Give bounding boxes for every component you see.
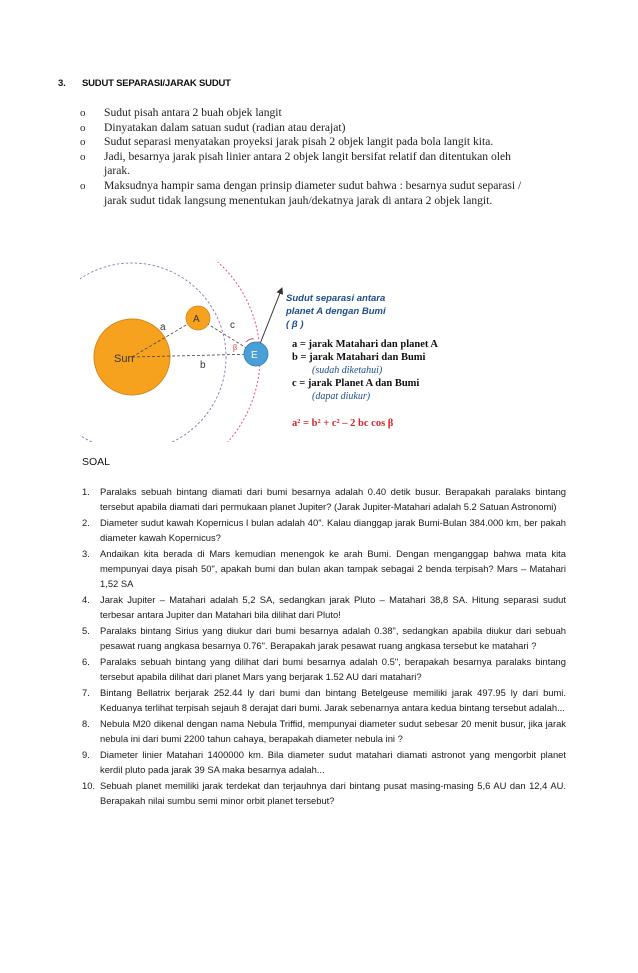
legend-c-note: (dapat diukur) (312, 391, 371, 402)
bullet-circle-icon: o (80, 179, 86, 192)
question-text: Paralaks sebuah bintang diamati dari bumi besarnya adalah 0.40 detik busur. Berapakah paralaks bintang tersebut apabila diamati dari permukaan planet Jupiter? (Jarak Jupiter-Matahari adalah 5.2 Satuan Astronomi) (100, 486, 566, 513)
concept-bullets (80, 106, 525, 208)
legend-b-note: (sudah diketahui) (312, 365, 383, 376)
question-item (82, 747, 566, 777)
question-text: Nebula M20 dikenal dengan nama Nebula Triffid, mempunyai diameter sudut sebesar 20 menit busur, jika jarak nebula ini dari bumi 2200 tahun cahaya, berapakah diameter nebula ini ? (100, 718, 566, 745)
question-text: Andaikan kita berada di Mars kemudian menengok ke arah Bumi. Dengan menganggap bahwa mata kita mempunyai daya pisah 50", apakah bumi dan bulan akan tampak sebagai 2 benda terpisah? Mars – Matahari 1,52 SA (100, 548, 566, 590)
question-list (82, 484, 566, 809)
section-title: SUDUT SEPARASI/JARAK SUDUT (82, 78, 231, 89)
angle-arc (246, 339, 254, 342)
bullet-item: o Sudut separasi menyatakan proyeksi jarak pisah 2 objek langit pada bola langit kita. (80, 135, 494, 149)
question-number: 1. (82, 486, 90, 497)
bullet-item: o Maksudnya hampir sama dengan prinsip diameter sudut bahwa : besarnya sudut separasi / jarak sudut tidak langsung menentukan jauh/dekatnya jarak di antara 2 objek langit. (80, 178, 522, 207)
bullet-circle-icon: o (80, 150, 86, 163)
bullet-circle-icon: o (80, 121, 86, 134)
side-b-label: b (200, 360, 206, 371)
separation-angle-diagram (80, 262, 540, 442)
question-number: 5. (82, 625, 90, 637)
bullet-item: o Jadi, besarnya jarak pisah linier antara 2 objek langit bersifat relatif dan ditentukan oleh jarak. (80, 149, 511, 178)
side-a-label: a (160, 322, 166, 333)
question-item (82, 778, 566, 808)
angle-label: β (233, 343, 238, 352)
question-text: Paralaks bintang Sirius yang diukur dari bumi besarnya adalah 0.38", sedangkan apabila diukur dari sebuah pesawat ruang angkasa besarnya 0.76". Berapakah jarak pesawat ruang angkasa tersebut ke matahari ? (100, 625, 566, 652)
question-text: Diameter sudut kawah Kopernicus l bulan adalah 40". Kalau dianggap jarak Bumi-Bulan 384.000 km, ber pakah diameter kawah Kopernicus? (100, 517, 566, 544)
earth-label: E (251, 350, 258, 361)
section-heading (58, 78, 231, 89)
soal-heading: SOAL (82, 456, 111, 468)
legend-c: c = jarak Planet A dan Bumi (292, 378, 420, 389)
question-item (82, 515, 566, 545)
question-number: 8. (82, 718, 90, 730)
section-number: 3. (58, 78, 66, 89)
question-item (82, 484, 566, 514)
question-number: 6. (82, 656, 90, 668)
question-item (82, 623, 566, 653)
question-item (82, 685, 566, 715)
caption-line-3: ( β ) (286, 319, 304, 330)
question-number: 4. (82, 594, 90, 606)
question-item (82, 654, 566, 684)
caption-line-2: planet A dengan Bumi (286, 306, 386, 317)
question-item (82, 716, 566, 746)
legend-a: a = jarak Matahari dan planet A (292, 339, 438, 350)
question-text: Sebuah planet memiliki jarak terdekat dan terjauhnya dari bintang pusat masing-masing 5,6 AU dan 12,4 AU. Berapakah nilai sumbu semi minor orbit planet tersebut? (100, 780, 566, 807)
bullet-item: o Sudut pisah antara 2 buah objek langit (80, 106, 282, 119)
bullet-circle-icon: o (80, 107, 86, 119)
question-text: Bintang Bellatrix berjarak 252.44 ly dari bumi dan bintang Betelgeuse memiliki jarak 497.95 ly dari bumi. Keduanya terlihat terpisah sejauh 8 derajat dari bumi. Jarak sebenarnya antara kedua bintang tersebut adalah... (100, 687, 566, 714)
side-c-label: c (230, 320, 235, 331)
question-number: 9. (82, 749, 90, 761)
question-item (82, 546, 566, 592)
planet-a-label: A (193, 314, 200, 325)
sun-label: Sun (114, 353, 134, 365)
question-number: 2. (82, 517, 90, 528)
question-number: 3. (82, 548, 90, 559)
bullet-circle-icon: o (80, 136, 86, 149)
formula: a² = b² + c² – 2 bc cos β (292, 418, 394, 429)
question-number: 7. (82, 687, 90, 699)
question-text: Paralaks sebuah bintang yang dilihat dari bumi besarnya adalah 0.5", berapakah besarnya paralaks bintang tersebut apabila dilihat dari planet Mars yang berjarak 1.52 AU dari matahari? (100, 656, 566, 683)
question-number: 10. (82, 780, 96, 792)
question-text: Jarak Jupiter – Matahari adalah 5,2 SA, sedangkan jarak Pluto – Matahari 38,8 SA. Hitung separasi sudut terbesar antara Jupiter dan Matahari bila dilihat dari Pluto! (100, 594, 566, 621)
question-item (82, 592, 566, 622)
bullet-item: o Dinyatakan dalam satuan sudut (radian atau derajat) (80, 120, 346, 134)
caption-line-1: Sudut separasi antara (286, 293, 386, 304)
legend-b: b = jarak Matahari dan Bumi (292, 352, 426, 363)
question-text: Diameter linier Matahari 1400000 km. Bila diameter sudut matahari diamati astronot yang mengorbit planet kerdil pluto pada jarak 39 SA maka besarnya adalah... (100, 749, 566, 776)
